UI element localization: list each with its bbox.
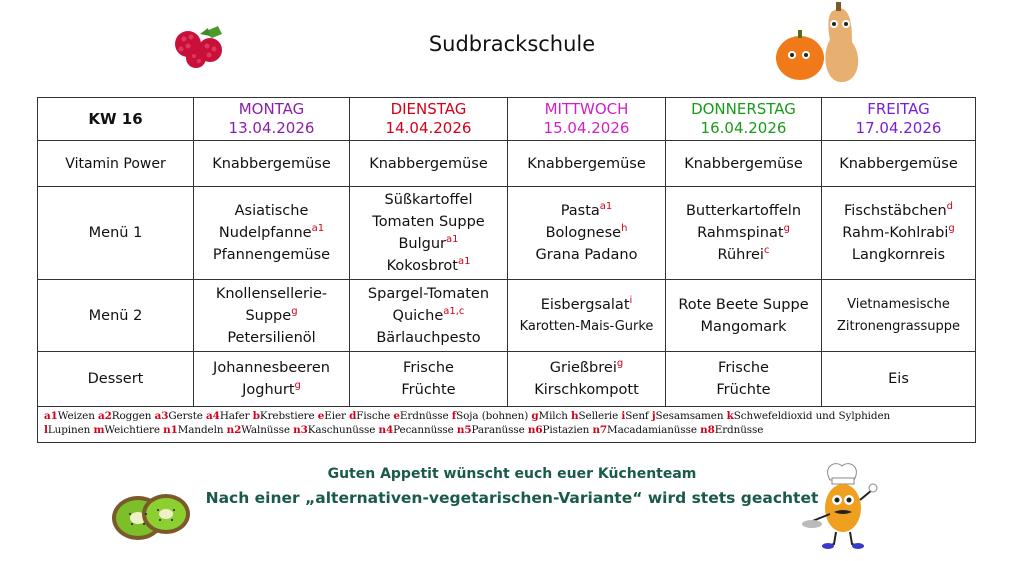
row-label: Vitamin Power [38, 141, 194, 187]
allergen-entry [253, 410, 318, 422]
menu-cell: Knabbergemüse [822, 141, 976, 187]
allergen-code: n5 [456, 424, 472, 436]
allergen-name: Fische [356, 410, 394, 422]
day-header-thursday [666, 98, 822, 141]
allergen-mark: g [294, 380, 301, 392]
allergen-name: Weichtiere [104, 424, 164, 436]
allergen-code: e [317, 410, 325, 422]
allergen-entry [349, 410, 393, 422]
allergen-code: j [651, 410, 656, 422]
allergen-entry [652, 410, 727, 422]
allergen-mark: g [948, 223, 955, 235]
row-label: Dessert [38, 352, 194, 407]
allergen-name: Walnüsse [241, 424, 294, 436]
allergen-entry [155, 410, 206, 422]
allergen-name: Erdnüsse [714, 424, 764, 436]
allergen-name: Schwefeldioxid und Sylphiden [733, 410, 891, 422]
week-label: KW 16 [38, 98, 194, 141]
menu-cell: Knabbergemüse [350, 141, 508, 187]
header-row [38, 98, 976, 141]
allergen-code: g [531, 410, 539, 422]
allergen-name: Weizen [57, 410, 98, 422]
row-label: Menü 1 [38, 187, 194, 280]
vitamin-row [38, 141, 976, 187]
allergen-code: m [93, 424, 105, 436]
allergen-code: i [621, 410, 626, 422]
allergen-code: n8 [700, 424, 715, 436]
allergen-entry [98, 410, 155, 422]
allergen-name: Eier [324, 410, 350, 422]
day-date: 13.04.2026 [228, 119, 315, 137]
allergen-name: Pistazien [542, 424, 593, 436]
day-date: 16.04.2026 [700, 119, 787, 137]
day-header-monday [194, 98, 350, 141]
menu-cell: Butterkartoffeln Rahmspinat$^g$ Rührei$^c$ [666, 187, 822, 280]
allergen-mark: i [629, 294, 633, 306]
allergen-name: Pecannüsse [393, 424, 457, 436]
menu-cell: Knollensellerie- Suppe$^g$ Petersilienöl [194, 280, 350, 352]
menu-cell: Fischstäbchen$^d$ Rahm-Kohlrabi$^g$ Langkornreis [822, 187, 976, 280]
menu-cell: Eis [822, 352, 976, 407]
allergen-entry [206, 410, 253, 422]
allergen-name: Erdnüsse [399, 410, 452, 422]
menu-cell: Süßkartoffel Tomaten Suppe Bulgur$^{a1}$ Kokosbrot$^{a1}$ [350, 187, 508, 280]
allergen-name: Milch [538, 410, 572, 422]
allergen-entry [44, 410, 98, 422]
allergen-code: f [451, 410, 457, 422]
menu-cell: Knabbergemüse [666, 141, 822, 187]
allergen-entry [227, 424, 294, 436]
day-name: MITTWOCH [544, 100, 629, 118]
allergen-mark: a1 [457, 256, 471, 268]
allergen-code: a3 [154, 410, 169, 422]
day-header-tuesday [350, 98, 508, 141]
allergen-code: a1 [44, 410, 58, 422]
allergen-entry [621, 410, 651, 422]
allergen-entry [592, 424, 700, 436]
menu1-row [38, 187, 976, 280]
menu-cell: Frische Früchte [666, 352, 822, 407]
allergen-name: Sesamsamen [655, 410, 727, 422]
day-header-wednesday [508, 98, 666, 141]
pumpkin-squash-icon [772, 0, 872, 86]
allergen-entry [163, 424, 226, 436]
menu-cell: Spargel-Tomaten Quiche$^{a1,c}$ Bärlauchpesto [350, 280, 508, 352]
menu-cell: Johannesbeeren Joghurt$^g$ [194, 352, 350, 407]
allergen-code: e [393, 410, 400, 422]
allergen-entry [457, 424, 528, 436]
allergen-code: k [726, 410, 734, 422]
footer-greeting: Guten Appetit wünscht euch euer Küchenteam [327, 466, 697, 482]
allergen-entry [293, 424, 378, 436]
allergen-code: d [349, 410, 357, 422]
allergen-entry [93, 424, 163, 436]
allergen-code: n2 [226, 424, 242, 436]
menu-cell: Rote Beete Suppe Mangomark [666, 280, 822, 352]
allergen-entry [700, 424, 763, 436]
allergen-name: Roggen [111, 410, 155, 422]
allergen-code: n3 [293, 424, 308, 436]
allergen-name: Kaschunüsse [307, 424, 379, 436]
allergen-code: n6 [527, 424, 543, 436]
allergen-entry [452, 410, 532, 422]
menu-cell: Knabbergemüse [194, 141, 350, 187]
day-date: 14.04.2026 [385, 119, 472, 137]
allergen-code: n7 [592, 424, 608, 436]
raspberries-icon [160, 22, 232, 72]
allergen-legend-row [38, 407, 976, 443]
allergen-code: h [571, 410, 579, 422]
allergen-mark: c [763, 245, 770, 257]
row-label: Menü 2 [38, 280, 194, 352]
allergen-name: Macadamianüsse [607, 424, 701, 436]
allergen-entry [318, 410, 349, 422]
allergen-code: a2 [98, 410, 112, 422]
menu-cell: Frische Früchte [350, 352, 508, 407]
allergen-entry [571, 410, 621, 422]
menu-cell: Eisbergsalat$^i$ Karotten-Mais-Gurke [508, 280, 666, 352]
menu-cell: Knabbergemüse [508, 141, 666, 187]
menu-cell: Pasta$^{a1}$ Bolognese$^h$ Grana Padano [508, 187, 666, 280]
menu-cell: Grießbrei$^g$ Kirschkompott [508, 352, 666, 407]
allergen-mark: d [946, 201, 953, 213]
allergen-code: n4 [378, 424, 394, 436]
allergen-code: b [252, 410, 260, 422]
allergen-name: Mandeln [177, 424, 227, 436]
allergen-code: l [44, 424, 48, 436]
allergen-code: n1 [163, 424, 178, 436]
day-name: FREITAG [867, 100, 930, 118]
kiwi-icon [108, 490, 194, 542]
chef-mascot-icon [800, 460, 884, 550]
allergen-mark: g [291, 305, 298, 317]
menu2-row [38, 280, 976, 352]
day-name: DIENSTAG [390, 100, 467, 118]
allergen-mark: g [616, 358, 624, 370]
allergen-entry [531, 410, 571, 422]
day-header-friday [822, 98, 976, 141]
allergen-name: Hafer [219, 410, 253, 422]
allergen-name: Krebstiere [259, 410, 318, 422]
allergen-mark: a1 [599, 201, 613, 213]
allergen-name: Gerste [168, 410, 207, 422]
page-title: Sudbrackschule [428, 32, 596, 56]
allergen-entry [727, 410, 890, 422]
footer-vegetarian-note: Nach einer „alternativen-vegetarischen-Variante“ wird stets geachtet [205, 489, 819, 507]
menu-cell: Vietnamesische Zitronengrassuppe [822, 280, 976, 352]
allergen-entry [528, 424, 593, 436]
menu-cell: Asiatische Nudelpfanne$^{a1}$ Pfannengemüse [194, 187, 350, 280]
dessert-row [38, 352, 976, 407]
allergen-entry [393, 410, 451, 422]
allergen-name: Paranüsse [471, 424, 528, 436]
allergen-name: Sellerie [578, 410, 622, 422]
day-date: 17.04.2026 [855, 119, 942, 137]
menu-table [37, 97, 976, 443]
allergen-name: Senf [625, 410, 652, 422]
day-name: DONNERSTAG [691, 100, 796, 118]
allergen-code: a4 [206, 410, 220, 422]
allergen-legend [38, 407, 976, 443]
day-date: 15.04.2026 [543, 119, 630, 137]
allergen-mark: g [783, 223, 790, 235]
allergen-mark: a1,c [443, 305, 465, 317]
allergen-name: Soja (bohnen) [456, 410, 532, 422]
day-name: MONTAG [238, 100, 305, 118]
allergen-mark: a1 [311, 223, 325, 235]
allergen-name: Lupinen [47, 424, 94, 436]
allergen-entry [44, 424, 93, 436]
allergen-mark: h [621, 223, 628, 235]
allergen-entry [379, 424, 457, 436]
allergen-mark: a1 [446, 234, 459, 246]
